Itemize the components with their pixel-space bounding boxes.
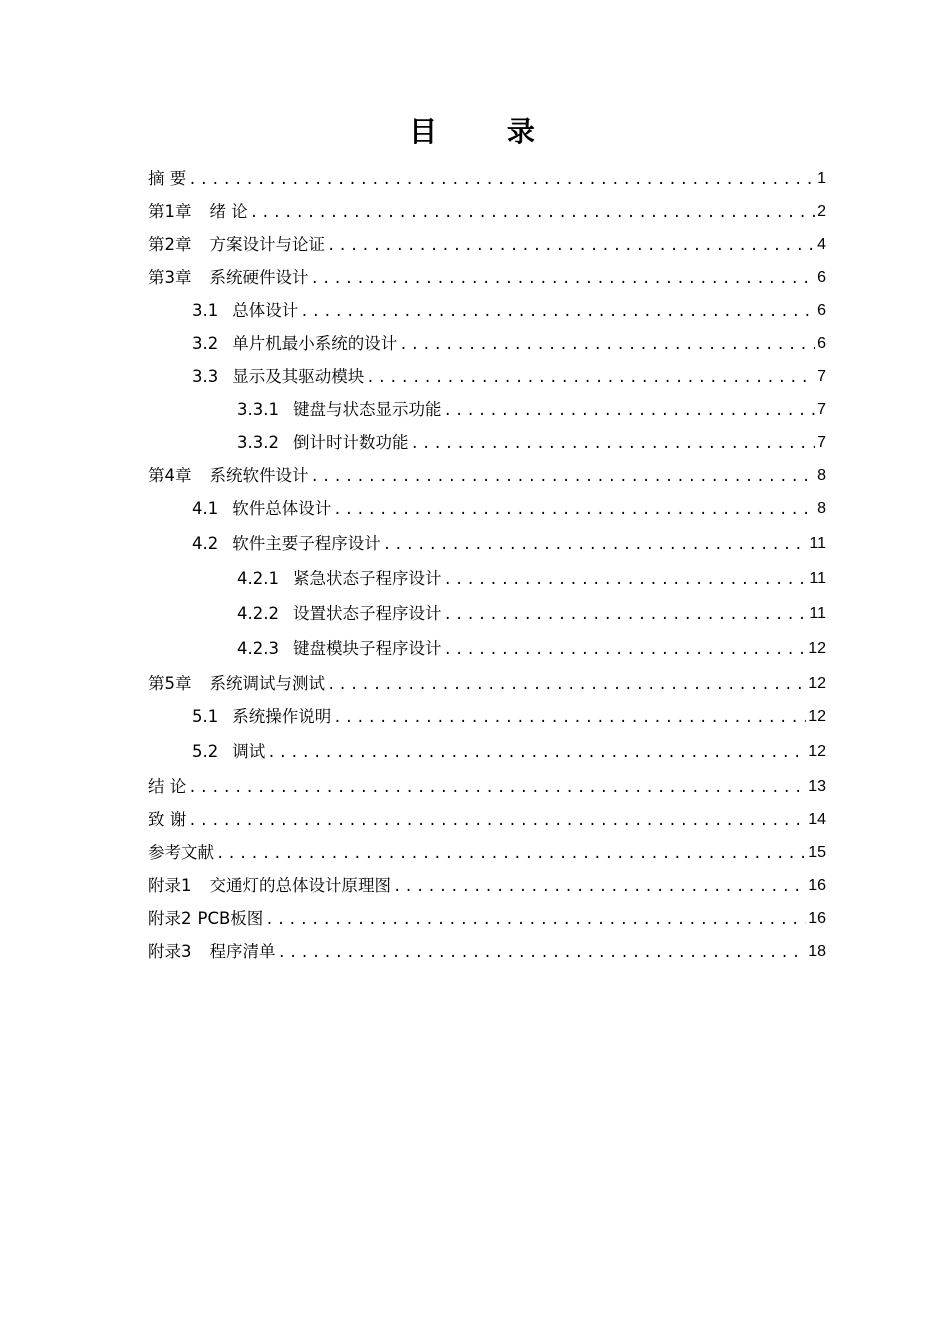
toc-entry[interactable] (148, 160, 826, 190)
toc-entry-text (192, 533, 381, 555)
toc-entry-number: 第1章 (148, 202, 192, 221)
toc-entry-number: 3.3 (192, 367, 219, 386)
toc-entry-text (237, 432, 408, 454)
toc-entry-text (237, 399, 441, 421)
toc-entry-number: 第5章 (148, 674, 192, 693)
toc-entry-label: 绪 论 (209, 202, 248, 221)
toc-page-number: 6 (817, 302, 826, 319)
toc-entry-label: 总体设计 (232, 301, 299, 320)
toc-entry[interactable] (148, 733, 826, 763)
toc-entry[interactable] (148, 834, 826, 864)
toc-entry[interactable] (148, 525, 826, 555)
toc-entry-text (192, 333, 397, 355)
toc-title: 目 录 (409, 115, 565, 148)
toc-entry[interactable] (148, 768, 826, 798)
toc-page-number: 8 (817, 500, 826, 517)
toc-entry-text (192, 300, 298, 322)
toc-entry-text (148, 875, 391, 897)
toc-entry[interactable] (148, 900, 826, 930)
toc-leader-dots (383, 535, 808, 555)
toc-entry-number: 第2章 (148, 235, 192, 254)
toc-leader-dots (216, 844, 806, 864)
toc-entry[interactable] (148, 391, 826, 421)
toc-entry-number: 3.2 (192, 334, 219, 353)
toc-entry[interactable] (148, 867, 826, 897)
toc-entry[interactable] (148, 698, 826, 728)
toc-entry-label: 参考文献 (148, 843, 214, 862)
toc-entry[interactable] (148, 665, 826, 695)
toc-entry-label: 设置状态子程序设计 (292, 604, 442, 623)
toc-entry-label: 键盘模块子程序设计 (292, 639, 442, 658)
toc-page-number: 12 (808, 675, 826, 692)
toc-leader-dots (311, 467, 816, 487)
toc-entry-text (148, 201, 248, 223)
toc-entry[interactable] (148, 457, 826, 487)
toc-page-number: 8 (817, 467, 826, 484)
toc-entry-label: 软件主要子程序设计 (232, 534, 381, 553)
toc-entry-number: 4.1 (192, 499, 219, 518)
toc-page-number: 16 (808, 910, 826, 927)
toc-page-number: 6 (817, 269, 826, 286)
toc-page-number: 12 (808, 743, 826, 760)
toc-leader-dots (300, 302, 815, 322)
toc-entry[interactable] (148, 933, 826, 963)
toc-entry-label: 结 论 (148, 777, 187, 796)
toc-entry-text (192, 706, 331, 728)
toc-entry[interactable] (148, 560, 826, 590)
toc-page-number: 11 (809, 605, 826, 622)
toc-entry-text (148, 234, 325, 256)
toc-entry-number: 4.2 (192, 534, 219, 553)
toc-entry-label: 单片机最小系统的设计 (232, 334, 398, 353)
toc-leader-dots (250, 203, 815, 223)
toc-entry[interactable] (148, 259, 826, 289)
toc-page-number: 16 (808, 877, 826, 894)
toc-page-number: 14 (808, 811, 826, 828)
toc-page-number: 15 (808, 844, 826, 861)
toc-entry-label: 致 谢 (148, 810, 187, 829)
toc-leader-dots (311, 269, 816, 289)
toc-entry[interactable] (148, 595, 826, 625)
toc-entry-text (148, 941, 276, 963)
toc-leader-dots (399, 335, 815, 355)
toc-entry[interactable] (148, 325, 826, 355)
toc-entry-label: 显示及其驱动模块 (232, 367, 365, 386)
toc-entry-label: 调试 (232, 742, 266, 761)
toc-entry[interactable] (148, 292, 826, 322)
toc-page-number: 18 (808, 943, 826, 960)
toc-page-number: 7 (817, 434, 826, 451)
toc-entry-text (192, 498, 331, 520)
toc-leader-dots (188, 778, 806, 798)
toc-entry-text (237, 638, 441, 660)
toc-leader-dots (443, 605, 807, 625)
toc-page-number: 1 (817, 170, 826, 187)
toc-entry-label: 交通灯的总体设计原理图 (209, 876, 391, 895)
toc-entry[interactable] (148, 193, 826, 223)
toc-entry-text (237, 603, 441, 625)
toc-page-number: 12 (808, 708, 826, 725)
toc-entry[interactable] (148, 490, 826, 520)
toc-entry-label: PCB板图 (197, 909, 264, 928)
toc-leader-dots (278, 943, 807, 963)
toc-entry-number: 4.2.1 (237, 569, 279, 588)
toc-page-number: 4 (817, 236, 826, 253)
toc-entry-text (148, 465, 309, 487)
toc-entry[interactable] (148, 226, 826, 256)
toc-entry-label: 紧急状态子程序设计 (292, 569, 442, 588)
toc-leader-dots (333, 500, 815, 520)
toc-entry-number: 4.2.2 (237, 604, 279, 623)
toc-leader-dots (443, 401, 815, 421)
toc-entry-number: 3.3.2 (237, 433, 279, 452)
toc-entry-label: 软件总体设计 (232, 499, 332, 518)
toc-page-number: 7 (817, 401, 826, 418)
toc-entry-label: 程序清单 (209, 942, 276, 961)
toc-entry-number: 5.2 (192, 742, 219, 761)
toc-leader-dots (327, 236, 815, 256)
toc-entry-label: 系统软件设计 (209, 466, 309, 485)
toc-page-number: 13 (808, 778, 826, 795)
toc-entry-text (148, 908, 263, 930)
toc-entry-text (192, 366, 364, 388)
toc-entry-number: 附录3 (148, 942, 192, 961)
toc-entry-label: 摘 要 (148, 169, 187, 188)
toc-entry-text (237, 568, 441, 590)
toc-page-number: 11 (809, 570, 826, 587)
toc-entry-label: 倒计时计数功能 (292, 433, 409, 452)
toc-leader-dots (366, 368, 815, 388)
toc-page-number: 7 (817, 368, 826, 385)
toc-entry[interactable] (148, 630, 826, 660)
toc-page-number: 12 (808, 640, 826, 657)
toc-leader-dots (443, 640, 806, 660)
toc-entry[interactable] (148, 358, 826, 388)
toc-page-number: 6 (817, 335, 826, 352)
toc-entry[interactable] (148, 801, 826, 831)
toc-entry-label: 方案设计与论证 (209, 235, 325, 254)
toc-leader-dots (188, 811, 806, 831)
toc-entry[interactable] (148, 424, 826, 454)
toc-leader-dots (327, 675, 806, 695)
toc-leader-dots (267, 743, 806, 763)
toc-entry-text (148, 673, 325, 695)
toc-entry-label: 系统硬件设计 (209, 268, 309, 287)
toc-entry-text (192, 741, 265, 763)
toc-entry-number: 附录2 (148, 909, 192, 928)
toc-leader-dots (188, 170, 815, 190)
toc-entry-number: 第4章 (148, 466, 192, 485)
toc-entry-text (148, 267, 309, 289)
toc-entry-number: 3.3.1 (237, 400, 279, 419)
toc-leader-dots (443, 570, 807, 590)
toc-entry-number: 4.2.3 (237, 639, 279, 658)
toc-page-number: 11 (809, 535, 826, 552)
toc-leader-dots (333, 708, 806, 728)
toc-leader-dots (410, 434, 815, 454)
toc-entry-number: 附录1 (148, 876, 192, 895)
toc-entry-number: 3.1 (192, 301, 219, 320)
toc-entry-label: 键盘与状态显示功能 (292, 400, 442, 419)
toc-entry-label: 系统调试与测试 (209, 674, 325, 693)
toc-leader-dots (393, 877, 806, 897)
toc-entry-number: 5.1 (192, 707, 219, 726)
toc-page-number: 2 (817, 203, 826, 220)
toc-entry-number: 第3章 (148, 268, 192, 287)
toc-leader-dots (265, 910, 806, 930)
toc-entry-label: 系统操作说明 (232, 707, 332, 726)
